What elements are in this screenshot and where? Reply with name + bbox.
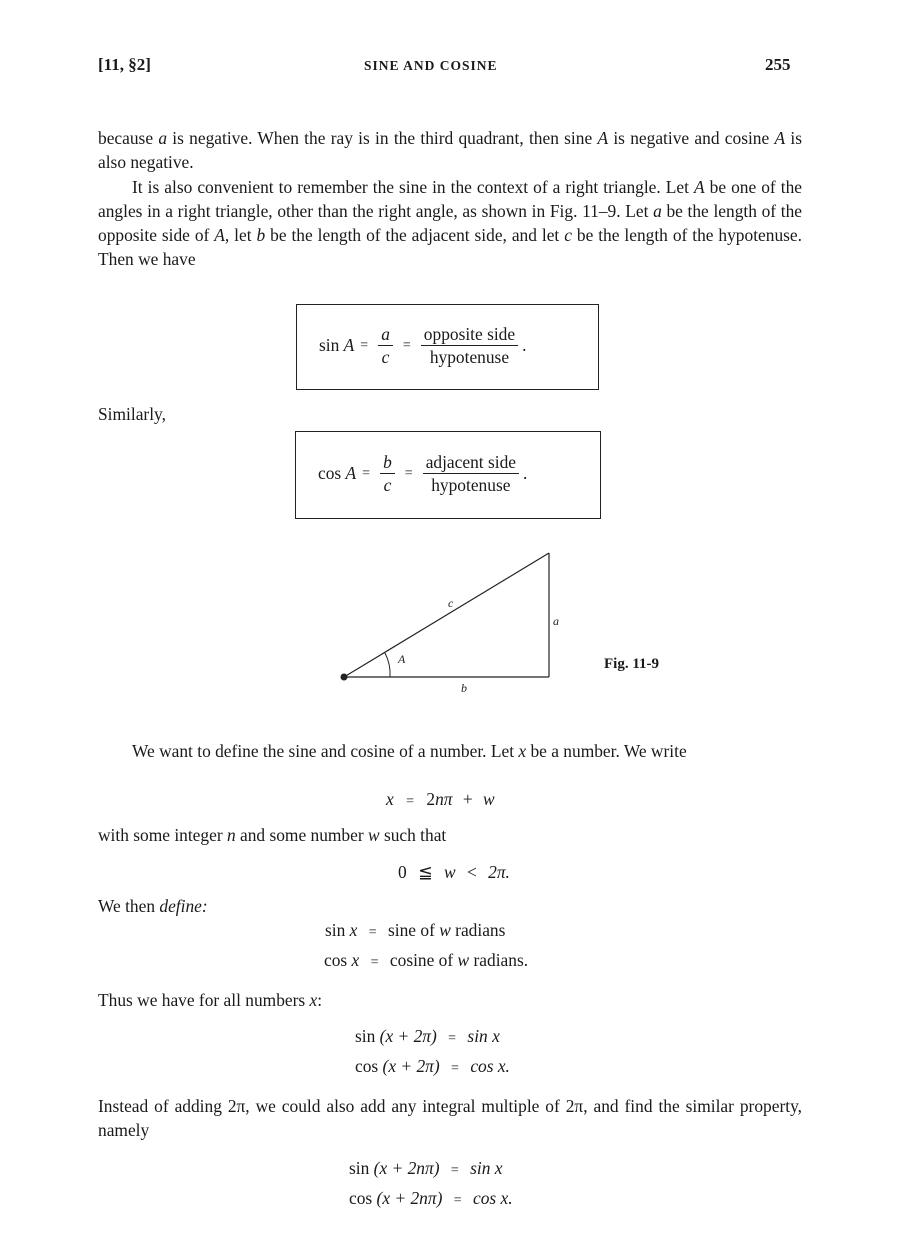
denominator: hypotenuse [431, 475, 511, 495]
argument: (x + 2nπ) [373, 1158, 440, 1178]
argument: (x + 2nπ) [376, 1188, 443, 1208]
rhs: sin x [470, 1158, 503, 1178]
periodicity-sin [355, 1026, 500, 1047]
fn-sin: sin [319, 335, 340, 355]
periodicity-cos [355, 1056, 510, 1077]
denominator: hypotenuse [429, 347, 510, 367]
cosine-ratio-formula [318, 451, 527, 496]
periodicity-cos-n [349, 1188, 513, 1209]
period: . [522, 463, 528, 483]
equals-sign: = [451, 1061, 459, 1076]
var-x: x [309, 990, 318, 1010]
figure-caption: Fig. 11-9 [604, 656, 659, 672]
var-x: x [351, 950, 360, 970]
definition-sin-x [325, 920, 505, 941]
rhs: cos x. [470, 1056, 510, 1076]
var-a: a [158, 128, 168, 148]
line-with-integer [98, 825, 446, 846]
var-A: A [345, 463, 357, 483]
hypotenuse-line [344, 553, 549, 677]
equals-sign: = [448, 1031, 457, 1046]
right-triangle-figure [330, 545, 570, 705]
equals-sign: = [402, 337, 411, 353]
paragraph-quadrant [98, 126, 802, 272]
equals-sign: = [450, 1163, 459, 1178]
var-w: w [483, 789, 495, 809]
text: is also negative. [98, 128, 802, 173]
label-a: a [553, 614, 559, 628]
text: be the length of the adjacent side, and let [265, 225, 565, 246]
period: . [522, 335, 527, 355]
text: be one of the angles in a right triangle, other than the right angle, as shown in Fig. 11–9. Let [98, 176, 802, 221]
var-b: b [256, 225, 266, 246]
rhs: sin x [467, 1026, 500, 1046]
lt-sign: < [466, 862, 477, 882]
var-x: x [349, 920, 358, 940]
var-A: A [214, 225, 225, 246]
text: cosine of [389, 950, 458, 970]
label-A: A [398, 652, 406, 666]
text: It is also convenient to remember the sine in the context of a right triangle. Let [132, 176, 694, 197]
similarly-text: Similarly, [98, 404, 166, 424]
var-A: A [693, 176, 705, 197]
plus-sign: + [462, 789, 473, 809]
fn-cos: cos [324, 950, 348, 970]
line-thus [98, 990, 322, 1011]
text: We then [98, 896, 160, 916]
fn-cos: cos [355, 1056, 379, 1076]
equals-sign: = [362, 465, 371, 481]
text: be the length of the opposite side of [98, 200, 802, 246]
page-number: 255 [765, 55, 791, 74]
fn-sin: sin [325, 920, 346, 940]
text: and some number [235, 825, 368, 845]
label-c: c [448, 596, 454, 610]
text: sine of [388, 920, 440, 940]
label-b: b [461, 681, 467, 695]
fraction-adjacent-over-hypotenuse [423, 451, 519, 496]
paragraph-integral-multiple [98, 1094, 802, 1143]
text: with some integer [98, 825, 227, 845]
text: Instead of adding 2π, we could also add any integral multiple of 2π, and find the similar property, namely [98, 1096, 802, 1141]
numerator: adjacent side [423, 451, 519, 474]
upper-bound: 2π. [488, 862, 510, 882]
var-a: a [653, 200, 662, 221]
equals-sign: = [368, 925, 377, 940]
text: be the length of the hypotenuse. Then we have [98, 225, 802, 270]
cosine-definition-box [295, 431, 601, 519]
text: such that [379, 825, 447, 845]
fn-cos: cos [349, 1188, 373, 1208]
text: radians [450, 920, 506, 940]
var-x: x [518, 741, 527, 761]
periodicity-sin-n [349, 1158, 503, 1179]
numerator: a [378, 323, 393, 346]
var-c: c [564, 225, 572, 246]
var-x: x [386, 789, 394, 809]
emphasis-define: define: [159, 896, 208, 916]
var-w: w [368, 825, 380, 845]
equation-x-decomposition [386, 789, 495, 810]
fraction-b-over-c [380, 451, 395, 496]
term-n-pi: nπ [435, 789, 453, 809]
var-n: n [226, 825, 236, 845]
equals-sign: = [453, 1193, 462, 1208]
text: Thus we have for all numbers [98, 990, 310, 1010]
numerator: b [380, 451, 395, 474]
fraction-a-over-c [378, 323, 393, 368]
angle-A-arc [385, 653, 390, 677]
fraction-opposite-over-hypotenuse [421, 323, 518, 368]
text: is negative. When the ray is in the third quadrant, then sine [167, 128, 598, 148]
text: radians. [469, 950, 529, 970]
var-w: w [457, 950, 470, 970]
sine-definition-box [296, 304, 599, 390]
coefficient-2: 2 [426, 789, 436, 809]
fn-sin: sin [355, 1026, 376, 1046]
text: : [317, 990, 323, 1010]
denominator: c [381, 347, 390, 367]
text: because [98, 128, 159, 148]
zero: 0 [398, 862, 407, 882]
equals-sign: = [406, 794, 414, 809]
text: We want to define the sine and cosine of a number. Let [132, 741, 519, 761]
section-reference: [11, §2] [98, 55, 151, 74]
vertex-dot [341, 674, 348, 681]
equals-sign: = [370, 955, 379, 970]
denominator: c [383, 475, 392, 495]
var-A: A [774, 128, 786, 148]
var-A: A [343, 335, 355, 355]
equals-sign: = [404, 465, 413, 481]
numerator: opposite side [421, 323, 518, 346]
rhs: cos x. [473, 1188, 513, 1208]
equals-sign: = [360, 337, 369, 353]
inequality-w-range [398, 862, 510, 883]
argument: (x + 2π) [379, 1026, 437, 1046]
line-then-define [98, 896, 208, 917]
var-A: A [597, 128, 609, 148]
fn-sin: sin [349, 1158, 370, 1178]
fn-cos: cos [318, 463, 342, 483]
definition-cos-x [324, 950, 528, 971]
var-w: w [439, 920, 451, 940]
argument: (x + 2π) [382, 1056, 440, 1076]
sine-ratio-formula [319, 323, 526, 368]
leq-sign: ≦ [418, 862, 433, 882]
running-title: SINE AND COSINE [364, 58, 498, 73]
text: be a number. We write [526, 741, 687, 761]
text: , let [224, 225, 257, 246]
text: is negative and cosine [608, 128, 775, 148]
paragraph-define-number [98, 739, 802, 763]
var-w: w [444, 862, 456, 882]
